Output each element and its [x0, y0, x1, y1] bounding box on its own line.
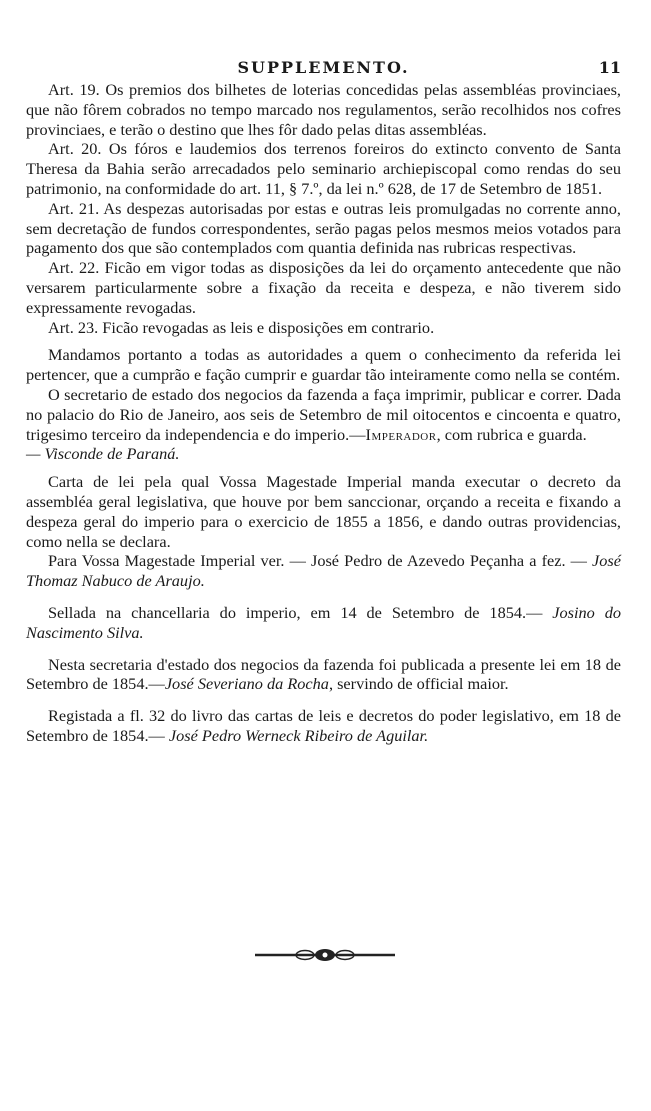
secretaria-text: Nesta secretaria d'estado dos negocios da fazenda foi publicada a presente lei em 18 de Setembro de 1854.—: [26, 654, 621, 694]
secretario-paragraph: [26, 385, 621, 444]
sellada-text: Sellada na chancellaria do imperio, em 14 de Setembro de 1854.—: [48, 602, 543, 622]
josino-signature: Josino do Nascimento Silva.: [26, 602, 621, 642]
article-text: Os fóros e laudemios dos terrenos foreiros do extincto convento de Santa Theresa da Bahia serão arrecadados pelo seminario archiepiscopal como rendas do seu patrimonio, na conformidade do art. 11, § 7.º, da lei n.º 628, de 17 de Setembro de 1851.: [26, 139, 622, 198]
article-text: Ficão revogadas as leis e disposições em contrario.: [102, 317, 435, 337]
article-label: Art. 21.: [48, 198, 100, 218]
secretario-text: O secretario de estado dos negocios da fazenda a faça imprimir, publicar e correr. Dada no palacio do Rio de Janeiro, aos seis de Setembro de mil oitocentos e cincoenta e quatro, trigesimo terceiro da independencia e do imperio.—: [26, 384, 621, 444]
article-label: Art. 23.: [48, 317, 99, 337]
ornament-rule-icon: [255, 948, 395, 962]
article-23: [26, 318, 621, 338]
article-text: As despezas autorisadas por estas e outras leis promulgadas no corrente anno, sem decretação de fundos correspondentes, serão pagas pelos mesmos meios votados para pagamento dos que são contemplados com quantia definida nas rubricas respectivas.: [26, 198, 622, 258]
body-text: [26, 80, 621, 746]
article-text: Os premios dos bilhetes de loterias concedidas pelas assembléas provinciaes, que não fôrem cobrados no tempo marcado nos regulamentos, serão recolhidos nos cofres provinciaes, e terão o destino que lhes fôr dado pelas ditas assembléas.: [26, 80, 621, 139]
para-vossa-text: Para Vossa Magestade Imperial ver. — José Pedro de Azevedo Peçanha a fez. —: [48, 551, 587, 571]
article-label: Art. 22.: [48, 258, 100, 278]
sellada-paragraph: [26, 603, 621, 643]
registada-paragraph: [26, 706, 621, 746]
registada-text: Registada a fl. 32 do livro das cartas de leis e decretos do poder legislativo, em 18 de Setembro de 1854.—: [26, 706, 621, 745]
article-text: Ficão em vigor todas as disposições da lei do orçamento antecedente que não versarem particularmente sobre a fixação da receita e despeza, e não tiverem sido expressamente revogadas.: [26, 258, 621, 317]
mandamos-paragraph: Mandamos portanto a todas as autoridades a quem o conhecimento da referida lei pertencer, que a cumprão e fação cumprir e guardar tão inteiramente como nella se contém.: [26, 345, 621, 385]
severiano-signature: José Severiano da Rocha: [164, 674, 329, 694]
article-label: Art. 19.: [48, 80, 100, 99]
article-19: [26, 80, 621, 139]
secretaria-after: , servindo de official maior.: [328, 674, 509, 694]
secretaria-paragraph: [26, 655, 621, 695]
secretario-after: , com rubrica e guarda.: [436, 424, 587, 444]
carta-paragraph: Carta de lei pela qual Vossa Magestade Imperial manda executar o decreto da assembléa geral legislativa, que houve por bem sanccionar, orçando a receita e fixando a despeza geral do imperio para o exercicio de 1855 a 1856, e dando outras providencias, como nella se declara.: [26, 472, 621, 551]
article-21: [26, 199, 621, 258]
running-title: SUPPLEMENTO.: [237, 58, 410, 77]
aguilar-signature: José Pedro Werneck Ribeiro de Aguilar.: [168, 725, 429, 745]
page-number: 11: [598, 58, 621, 77]
page-header: [26, 58, 621, 80]
visconde-signature: — Visconde de Paraná.: [26, 444, 180, 464]
article-20: [26, 139, 621, 198]
article-label: Art. 20.: [48, 139, 102, 159]
para-vossa-paragraph: [26, 551, 621, 591]
nabuco-signature: José Thomaz Nabuco de Araujo.: [26, 551, 621, 591]
emperor-signature: Imperador: [365, 424, 437, 444]
article-22: [26, 258, 621, 317]
